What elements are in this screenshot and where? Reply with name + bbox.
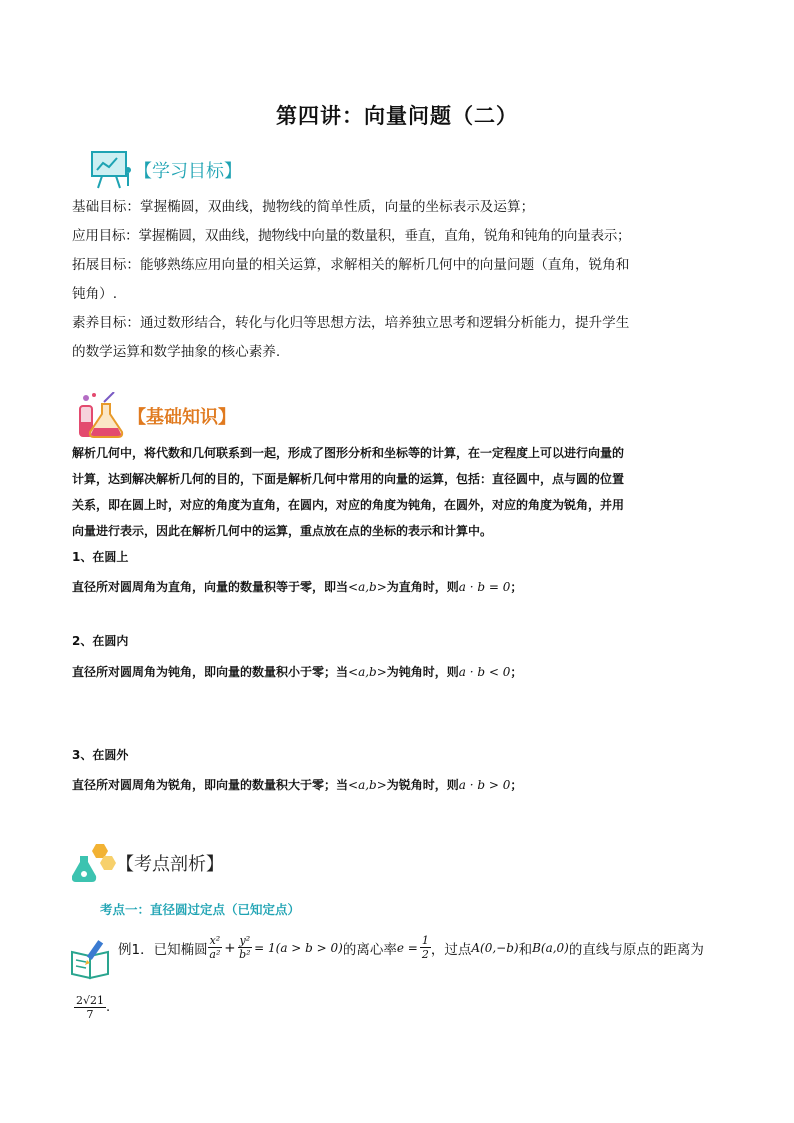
exam-heading: 【考点剖析】 — [116, 854, 224, 875]
goal-line: 应用目标：掌握椭圆，双曲线，抛物线中向量的数量积，垂直，直角，锐角和钝角的向量表示； — [72, 228, 631, 244]
case-text-1: 直径所对圆周角为直角，向量的数量积等于零，即当<a,b>为直角时，则a · b = 0； — [72, 580, 523, 594]
dot-product-expr: a · b < 0 — [458, 665, 511, 679]
goal-line: 素养目标：通过数形结合，转化与化归等思想方法，培养独立思考和逻辑分析能力，提升学生 — [72, 315, 630, 331]
dot-product-expr: a · b > 0 — [458, 778, 511, 792]
goals-text — [72, 193, 732, 367]
flask-honeycomb-icon — [72, 842, 116, 884]
fraction-x2-a2: $\frac{\text{x²}}{\text{a²}}$ — [209, 934, 221, 961]
goal-line: 拓展目标：能够熟练应用向量的相关运算，求解相关的解析几何中的向量问题（直角，锐角和 — [72, 257, 630, 273]
intro-line: 关系，即在圆上时，对应的角度为直角，在圆内，对应的角度为钝角，在圆外，对应的角度为锐角，并用 — [72, 498, 625, 512]
goals-header — [88, 150, 242, 190]
chemistry-flask-icon — [74, 392, 128, 440]
exam-header — [72, 842, 224, 884]
fraction-one-half: $\frac{1}{2}$ — [421, 934, 429, 961]
exam-point-1: 考点一：直径圆过定点（已知定点） — [100, 902, 301, 917]
goals-heading: 【学习目标】 — [134, 161, 242, 182]
angle-expr: <a,b> — [348, 778, 387, 792]
fraction-2sqrt21-7: $\frac{2√21}{7}$ — [76, 994, 105, 1021]
presentation-board-icon — [88, 150, 134, 190]
distance-value: $\frac{2√21}{7}$ . — [76, 994, 111, 1021]
angle-expr: <a,b> — [348, 580, 387, 594]
page-title: 第四讲：向量问题（二） — [276, 104, 518, 128]
goal-line: 钝角）. — [72, 286, 118, 302]
basics-header — [74, 392, 236, 440]
case-label-2: 2、在圆内 — [72, 634, 129, 648]
basics-heading: 【基础知识】 — [128, 407, 236, 428]
open-book-pencil-icon — [70, 940, 114, 980]
example-1: 例1．已知椭圆 $\frac{\text{x²}}{\text{a²}}$ + $\frac{\text{y²}}{\text{b²}}$ = 1(a > b > 0) 的离心率 e = $\frac{1}{2}$ ，过点 A(0,−b) 和 B(a,0) 的直线与原点的距离为 — [118, 934, 704, 961]
basics-intro — [72, 440, 732, 544]
goal-line: 基础目标：掌握椭圆，双曲线，抛物线的简单性质，向量的坐标表示及运算； — [72, 199, 535, 215]
case-text-2: 直径所对圆周角为钝角，即向量的数量积小于零；当<a,b>为钝角时，则a · b < 0； — [72, 665, 523, 679]
case-text-3: 直径所对圆周角为锐角，即向量的数量积大于零；当<a,b>为锐角时，则a · b > 0； — [72, 778, 523, 792]
fraction-y2-b2: $\frac{\text{y²}}{\text{b²}}$ — [239, 934, 251, 961]
dot-product-expr: a · b = 0 — [458, 580, 511, 594]
case-label-3: 3、在圆外 — [72, 748, 129, 762]
angle-expr: <a,b> — [348, 665, 387, 679]
intro-line: 解析几何中，将代数和几何联系到一起，形成了图形分析和坐标等的计算，在一定程度上可以进行向量的 — [72, 446, 625, 460]
goal-line: 的数学运算和数学抽象的核心素养. — [72, 344, 281, 360]
intro-line: 计算，达到解决解析几何的目的，下面是解析几何中常用的向量的运算，包括：直径圆中，点与圆的位置 — [72, 472, 625, 486]
case-label-1: 1、在圆上 — [72, 550, 129, 564]
intro-line: 向量进行表示，因此在解析几何中的运算，重点放在点的坐标的表示和计算中。 — [72, 524, 493, 538]
